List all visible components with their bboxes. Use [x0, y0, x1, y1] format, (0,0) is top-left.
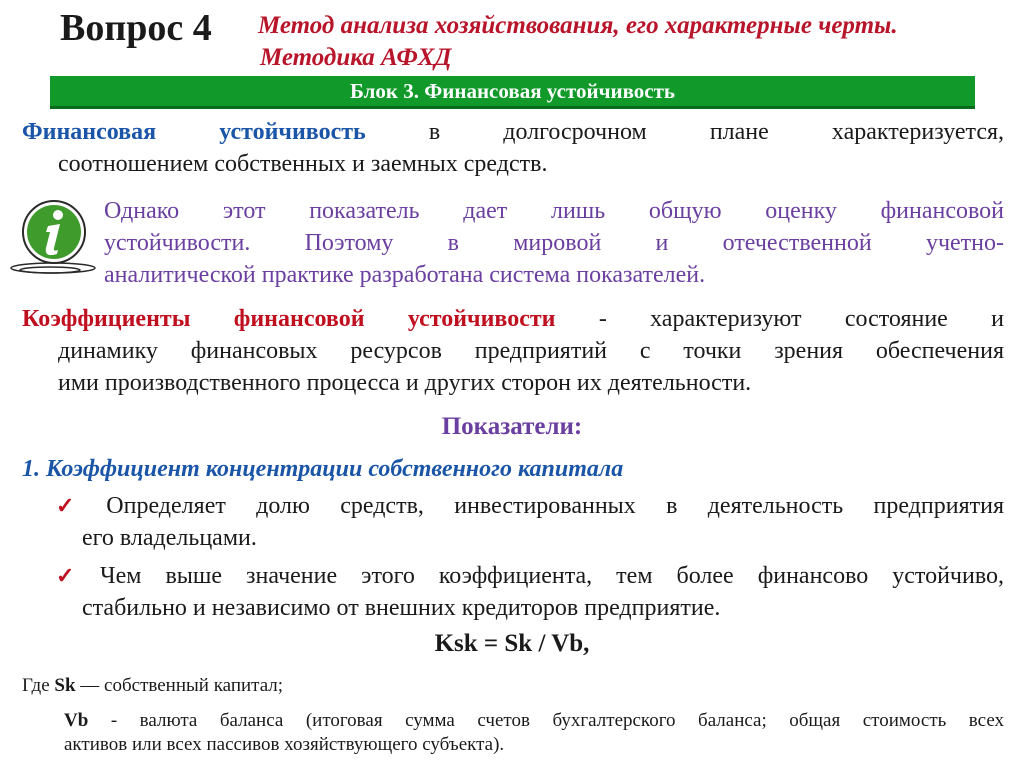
info-note-line2: устойчивости. Поэтому в мировой и отечественной учетно-: [104, 230, 1004, 256]
block-bar: Блок 3. Финансовая устойчивость: [50, 76, 975, 109]
topic-title-line2: Методика АФХД: [260, 44, 452, 71]
para2-line1-rest: - характеризуют состояние и: [598, 306, 1004, 332]
para2-line2: динамику финансовых ресурсов предприятий с точки зрения обеспечения: [58, 338, 1004, 364]
checkmark-icon: ✓: [56, 563, 75, 588]
question-label: Вопрос 4: [60, 7, 212, 49]
bullet-2-line1: [56, 560, 1004, 592]
info-note-line1: Однако этот показатель дает лишь общую оценку финансовой: [104, 198, 1004, 224]
topic-title-line1: Метод анализа хозяйствования, его характерные черты.: [258, 12, 898, 39]
bullet-1-line1: [56, 490, 1004, 522]
para1-line2: соотношением собственных и заемных средств.: [58, 151, 548, 177]
info-note-line3: аналитической практике разработана система показателей.: [104, 262, 706, 288]
topic-title: [258, 10, 998, 74]
term-coefficients: Коэффициенты финансовой устойчивости: [22, 306, 556, 332]
vb-term: Vb: [64, 710, 89, 731]
para2-line3: ими производственного процесса и других сторон их деятельности.: [58, 370, 752, 396]
bullet-2: [56, 560, 1004, 624]
bullet-2-line2: стабильно и независимо от внешних кредиторов предприятие.: [82, 595, 721, 621]
formula: Ksk = Sk / Vb,: [434, 630, 590, 657]
bullet-2-text: Чем выше значение этого коэффициента, тем более финансово устойчиво,: [100, 563, 1005, 589]
info-note: [104, 195, 1004, 291]
para1-line1-rest: в долгосрочном плане характеризуется,: [428, 119, 1005, 145]
vb-line1: [64, 709, 1004, 733]
info-icon: [8, 196, 98, 276]
bullet-1-text: Определяет долю средств, инвестированных в деятельность предприятия: [106, 493, 1004, 519]
sk-term: Sk: [54, 675, 76, 696]
para-financial-stability: [22, 116, 1004, 180]
indicator1-title: 1. Коэффициент концентрации собственного капитала: [22, 456, 624, 482]
definition-sk: [22, 674, 1004, 698]
checkmark-icon: ✓: [56, 493, 75, 518]
bullet-1-line2: его владельцами.: [82, 525, 257, 551]
sk-text: — собственный капитал;: [80, 675, 284, 696]
vb-text-line1: - валюта баланса (итоговая сумма счетов бухгалтерского баланса; общая стоимость всех: [110, 710, 1004, 731]
definition-vb: [64, 709, 1004, 757]
para-coefficients: [22, 303, 1004, 399]
term-financial-stability: Финансовая устойчивость: [22, 119, 366, 145]
para1-line1: [22, 116, 1004, 148]
vb-line2: активов или всех пассивов хозяйствующего субъекта).: [64, 734, 505, 755]
where-prefix: Где: [22, 675, 50, 696]
indicators-heading: Показатели:: [441, 413, 583, 440]
para2-line1: [22, 303, 1004, 335]
bullet-1: [56, 490, 1004, 554]
